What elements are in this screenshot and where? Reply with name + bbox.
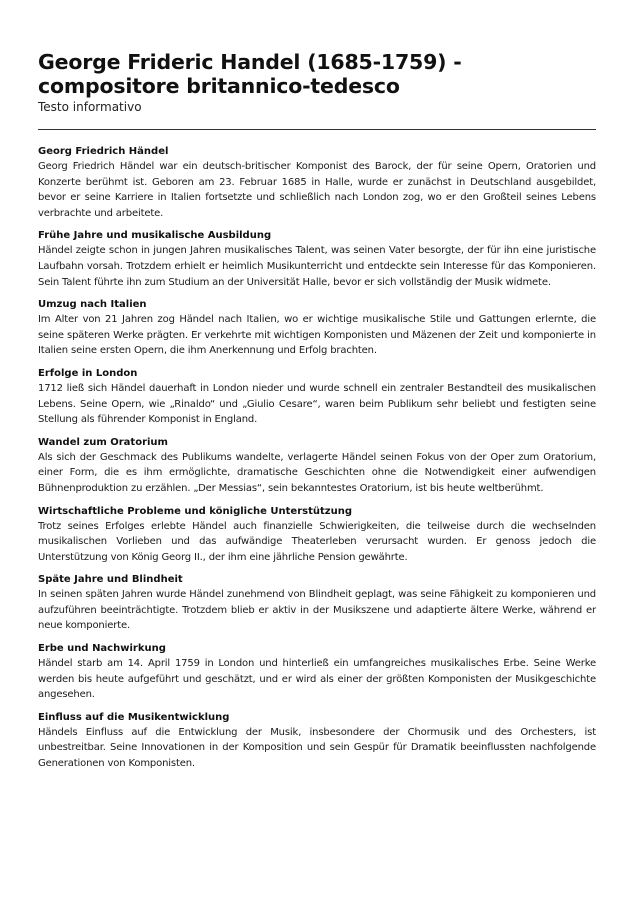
section-wirtschaftliche-probleme bbox=[38, 505, 596, 566]
document-subtitle: Testo informativo bbox=[38, 100, 142, 114]
section-heading: Frühe Jahre und musikalische Ausbildung bbox=[38, 230, 272, 242]
section-body: Händel starb am 14. April 1759 in London und hinterließ ein umfangreiches musikalisches Erbe. Seine Werke werden bis heute aufgeführt und geschätzt, und er wird als einer der größten Komponisten der Musikgeschichte angesehen. bbox=[38, 658, 596, 701]
section-body: Händel zeigte schon in jungen Jahren musikalisches Talent, was seinen Vater besorgte, der für ihn eine juristische Laufbahn vorsah. Trotzdem erhielt er heimlich Musikunterricht und entdeckte sein Interesse für das Komponieren. Sein Talent führte ihn zum Studium an der Universität Halle, bevor er sich vollständig der Musik widmete. bbox=[38, 245, 596, 288]
section-body: Georg Friedrich Händel war ein deutsch-britischer Komponist des Barock, der für seine Opern, Oratorien und Konzerte berühmt ist. Geboren am 23. Februar 1685 in Halle, wurde er zunächst in Deutschland ausgebildet, bevor er seine Karriere in Italien fortsetzte und schließlich nach London zog, wo er den Großteil seines Lebens verbrachte und arbeitete. bbox=[38, 161, 596, 219]
document-title: George Frideric Handel (1685-1759) - compositore britannico-tedesco bbox=[38, 50, 462, 98]
section-body: Trotz seines Erfolges erlebte Händel auch finanzielle Schwierigkeiten, die teilweise durch die wechselnden musikalischen Vorlieben und das aufwändige Theaterleben verursacht wurden. Er genoss jedoch die Unterstützung von König Georg II., der ihm eine jährliche Pension gewährte. bbox=[38, 520, 596, 563]
section-georg-friedrich-haendel bbox=[38, 145, 596, 221]
section-erfolge-in-london bbox=[38, 367, 596, 428]
section-spaete-jahre bbox=[38, 573, 596, 634]
section-body: 1712 ließ sich Händel dauerhaft in London nieder und wurde schnell ein zentraler Bestandteil des musikalischen Lebens. Seine Opern, wie „Rinaldo“ und „Giulio Cesare“, waren beim Publikum sehr beliebt und festigten seine Stellung als führender Komponist in England. bbox=[38, 382, 596, 426]
section-body: In seinen späten Jahren wurde Händel zunehmend von Blindheit geplagt, was seine Fähigkeit zu komponieren und aufzuführen beeinträchtigte. Trotzdem blieb er aktiv in der Musikszene und adaptierte ältere Werke, während er neue komponierte. bbox=[38, 589, 596, 632]
section-einfluss-musikentwicklung bbox=[38, 711, 596, 772]
section-heading: Georg Friedrich Händel bbox=[38, 146, 169, 157]
section-heading: Späte Jahre und Blindheit bbox=[38, 574, 183, 586]
section-heading: Wirtschaftliche Probleme und königliche Unterstützung bbox=[38, 505, 352, 517]
section-heading: Erbe und Nachwirkung bbox=[38, 643, 166, 655]
section-heading: Einfluss auf die Musikentwicklung bbox=[38, 711, 230, 723]
section-heading: Erfolge in London bbox=[38, 367, 138, 379]
section-body: Händels Einfluss auf die Entwicklung der Musik, insbesondere der Chormusik und des Orchesters, ist unbestreitbar. Seine Innovationen in der Komposition und sein Gespür für Dramatik beeinflussten nachfolgende Generationen von Komponisten. bbox=[38, 726, 596, 770]
section-umzug-nach-italien bbox=[38, 298, 596, 359]
section-wandel-zum-oratorium bbox=[38, 436, 596, 497]
section-erbe-und-nachwirkung bbox=[38, 642, 596, 703]
section-fruehe-jahre bbox=[38, 229, 596, 290]
section-heading: Umzug nach Italien bbox=[38, 299, 147, 311]
title-divider bbox=[38, 129, 596, 130]
section-heading: Wandel zum Oratorium bbox=[38, 436, 168, 448]
section-body: Im Alter von 21 Jahren zog Händel nach Italien, wo er wichtige musikalische Stile und Gattungen erlernte, die seine späteren Werke prägten. Er verkehrte mit wichtigen Komponisten und Mäzenen der Zeit und komponierte in Italien seine ersten Opern, die ihm Anerkennung und Erfolg brachten. bbox=[38, 314, 596, 357]
section-body: Als sich der Geschmack des Publikums wandelte, verlagerte Händel seinen Fokus von der Oper zum Oratorium, einer Form, die es ihm ermöglichte, dramatische Geschichten ohne die Notwendigkeit einer aufwendigen Bühnenproduktion zu erzählen. „Der Messias“, sein bekanntestes Oratorium, ist bis heute weltberühmt. bbox=[38, 451, 596, 494]
